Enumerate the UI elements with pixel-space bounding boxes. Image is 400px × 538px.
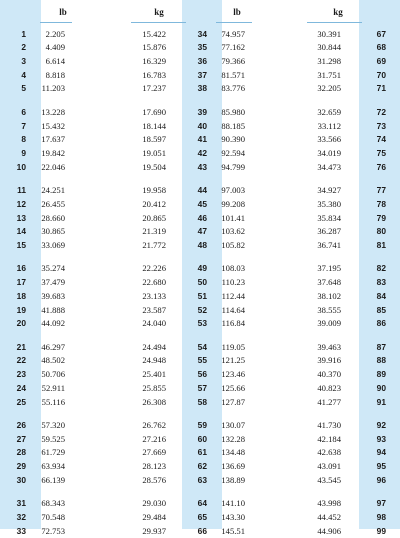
kg-value-left: 21.772 [142,239,166,250]
row-number-middle: 64 [197,498,207,509]
row-number-middle: 66 [197,525,207,536]
row-number-right: 82 [376,263,386,274]
table-row [0,41,400,55]
lb-value-right: 125.66 [221,382,245,393]
row-number-right: 96 [376,474,386,485]
row-number-left: 17 [16,277,26,288]
kg-value-left: 16.329 [142,55,166,66]
row-number-middle: 60 [197,433,207,444]
row-number-middle: 58 [197,396,207,407]
lb-value-right: 79.366 [221,55,245,66]
lb-value-left: 68.343 [41,498,65,509]
kg-value-right: 44.452 [317,512,341,522]
row-number-middle: 42 [197,147,207,158]
lb-value-left: 52.911 [41,382,65,393]
row-number-right: 93 [376,433,386,444]
lb-value-right: 77.162 [221,42,245,53]
lb-value-left: 8.818 [45,69,65,80]
kg-value-left: 20.865 [142,212,166,223]
row-number-left: 23 [16,369,26,380]
row-number-left: 1 [21,28,26,39]
kg-value-right: 39.916 [317,355,341,366]
kg-value-right: 31.298 [317,55,341,66]
lb-value-right: 136.69 [221,461,245,472]
kg-value-right: 37.195 [317,263,341,274]
lb-value-left: 11.203 [41,83,65,94]
row-number-left: 12 [16,198,26,209]
row-number-middle: 49 [197,263,207,274]
table-row [0,474,400,488]
lb-value-right: 130.07 [221,420,245,430]
kg-value-right: 44.906 [317,525,341,536]
kg-value-left: 18.144 [142,120,166,131]
row-number-right: 75 [376,147,386,158]
kg-value-left: 24.948 [142,355,166,366]
lb-value-left: 50.706 [41,369,65,380]
table-row [0,460,400,474]
lb-value-right: 112.44 [221,290,245,301]
row-number-middle: 38 [197,83,207,94]
kg-value-right: 34.473 [317,161,341,172]
table-row [0,433,400,447]
lb-value-right: 108.03 [221,263,245,274]
row-number-middle: 61 [197,447,207,458]
row-number-middle: 44 [197,185,207,196]
table-row [0,225,400,239]
lb-value-right: 132.28 [221,433,245,444]
lb-value-right: 119.05 [221,341,245,352]
table-row [0,212,400,226]
kg-value-left: 17.690 [142,106,166,117]
row-number-left: 2 [21,42,26,53]
row-number-right: 76 [376,161,386,172]
row-number-middle: 46 [197,212,207,223]
lb-value-right: 121.25 [221,355,245,366]
kg-value-left: 25.855 [142,382,166,393]
lb-value-left: 48.502 [41,355,65,366]
row-number-left: 9 [21,147,26,158]
table-row [0,497,400,511]
header-rule-kg-left [131,22,186,23]
table-row [0,133,400,147]
lb-value-right: 83.776 [221,83,245,94]
lb-value-right: 94.799 [221,161,245,172]
row-number-right: 94 [376,447,386,458]
row-number-right: 79 [376,212,386,223]
header-rule-lb-right [216,22,252,23]
table-row [0,304,400,318]
kg-value-right: 40.370 [317,369,341,380]
row-number-right: 72 [376,106,386,117]
kg-value-left: 28.576 [142,474,166,485]
table-row [0,262,400,276]
row-number-right: 81 [376,239,386,250]
row-number-left: 30 [16,474,26,485]
table-row [0,82,400,96]
row-number-left: 29 [16,461,26,472]
table-row [0,382,400,396]
header-rule-lb-left [40,22,72,23]
lb-value-right: 114.64 [221,304,245,315]
row-number-middle: 54 [197,341,207,352]
kg-value-left: 15.876 [142,42,166,53]
row-number-left: 3 [21,55,26,66]
row-number-left: 6 [21,106,26,117]
lb-value-left: 4.409 [45,42,65,53]
lb-value-left: 57.320 [41,420,65,430]
row-number-right: 69 [376,55,386,66]
kg-value-left: 15.422 [142,28,166,39]
row-number-right: 99 [376,525,386,536]
lb-value-right: 123.46 [221,369,245,380]
kg-value-left: 24.040 [142,318,166,329]
row-number-right: 97 [376,498,386,509]
row-number-middle: 57 [197,382,207,393]
kg-value-right: 39.009 [317,318,341,329]
kg-value-right: 42.638 [317,447,341,458]
row-number-middle: 35 [197,42,207,53]
kg-value-left: 21.319 [142,226,166,237]
lb-value-right: 143.30 [221,512,245,522]
kg-value-right: 43.998 [317,498,341,509]
row-number-left: 13 [16,212,26,223]
kg-value-right: 37.648 [317,277,341,288]
lb-value-left: 17.637 [41,134,65,145]
kg-value-right: 41.277 [317,396,341,407]
row-number-middle: 62 [197,461,207,472]
table-row [0,317,400,331]
table-row [0,184,400,198]
lb-value-right: 145.51 [221,525,245,536]
kg-value-left: 29.484 [142,512,166,522]
table-row [0,368,400,382]
row-number-left: 8 [21,134,26,145]
row-number-right: 83 [376,277,386,288]
table-row [0,354,400,368]
row-number-middle: 43 [197,161,207,172]
kg-value-right: 41.730 [317,420,341,430]
kg-value-left: 29.937 [142,525,166,536]
row-number-right: 91 [376,396,386,407]
row-number-left: 22 [16,355,26,366]
row-number-right: 90 [376,382,386,393]
kg-value-right: 32.205 [317,83,341,94]
row-number-left: 11 [17,185,26,196]
kg-value-left: 19.504 [142,161,166,172]
row-number-right: 77 [376,185,386,196]
table-row [0,55,400,69]
lb-value-right: 101.41 [221,212,245,223]
kg-value-right: 32.659 [317,106,341,117]
kg-value-left: 20.412 [142,198,166,209]
header-rule-kg-right [307,22,362,23]
lb-value-right: 88.185 [221,120,245,131]
kg-value-right: 33.112 [317,120,341,131]
row-number-middle: 48 [197,239,207,250]
lb-value-left: 61.729 [41,447,65,458]
table-row [0,120,400,134]
lb-value-left: 26.455 [41,198,65,209]
kg-value-right: 40.823 [317,382,341,393]
row-number-right: 88 [376,355,386,366]
row-number-left: 32 [16,512,26,522]
kg-value-right: 38.555 [317,304,341,315]
lb-value-left: 63.934 [41,461,65,472]
lb-value-left: 70.548 [41,512,65,522]
row-number-left: 10 [16,161,26,172]
row-number-left: 14 [16,226,26,237]
row-number-right: 85 [376,304,386,315]
lb-value-left: 33.069 [41,239,65,250]
kg-value-right: 36.741 [317,239,341,250]
kg-value-right: 30.391 [317,28,341,39]
kg-value-right: 34.019 [317,147,341,158]
kg-value-left: 25.401 [142,369,166,380]
row-number-right: 80 [376,226,386,237]
row-number-left: 7 [21,120,26,131]
kg-value-right: 39.463 [317,341,341,352]
lb-value-left: 15.432 [41,120,65,131]
row-number-right: 78 [376,198,386,209]
header-kg-right: kg [333,7,343,17]
table-row [0,511,400,525]
lb-value-left: 6.614 [45,55,65,66]
row-number-middle: 47 [197,226,207,237]
lb-value-right: 141.10 [221,498,245,509]
row-number-left: 4 [21,69,26,80]
lb-value-left: 55.116 [41,396,65,407]
row-number-middle: 34 [197,28,207,39]
row-number-right: 87 [376,341,386,352]
lb-value-right: 103.62 [221,226,245,237]
kg-value-right: 35.380 [317,198,341,209]
row-number-left: 25 [16,396,26,407]
kg-value-right: 31.751 [317,69,341,80]
row-number-middle: 45 [197,198,207,209]
row-number-left: 27 [16,433,26,444]
row-number-middle: 63 [197,474,207,485]
lb-value-left: 39.683 [41,290,65,301]
lb-value-left: 35.274 [41,263,65,274]
row-number-right: 74 [376,134,386,145]
row-number-middle: 51 [197,290,207,301]
row-number-right: 68 [376,42,386,53]
lb-value-right: 138.89 [221,474,245,485]
kg-value-left: 28.123 [142,461,166,472]
lb-value-left: 13.228 [41,106,65,117]
lb-value-right: 110.23 [221,277,245,288]
row-number-middle: 55 [197,355,207,366]
row-number-left: 5 [21,83,26,94]
kg-value-left: 27.216 [142,433,166,444]
lb-value-left: 19.842 [41,147,65,158]
kg-value-right: 34.927 [317,185,341,196]
lb-value-left: 28.660 [41,212,65,223]
row-number-left: 18 [16,290,26,301]
lb-value-right: 90.390 [221,134,245,145]
row-number-left: 16 [16,263,26,274]
lb-value-right: 92.594 [221,147,245,158]
lb-value-left: 66.139 [41,474,65,485]
row-number-left: 21 [16,341,26,352]
row-number-left: 31 [16,498,26,509]
table-row [0,28,400,42]
table-row [0,239,400,253]
kg-value-left: 26.308 [142,396,166,407]
kg-value-left: 23.133 [142,290,166,301]
kg-value-right: 43.545 [317,474,341,485]
table-row [0,396,400,410]
row-number-left: 15 [16,239,26,250]
row-number-right: 67 [376,28,386,39]
row-number-right: 73 [376,120,386,131]
row-number-right: 70 [376,69,386,80]
row-number-middle: 56 [197,369,207,380]
kg-value-right: 33.566 [317,134,341,145]
table-row [0,276,400,290]
table-row [0,419,400,433]
row-number-middle: 53 [197,318,207,329]
table-row [0,525,400,538]
row-number-middle: 41 [197,134,207,145]
row-number-left: 26 [16,420,26,430]
table-row [0,198,400,212]
row-number-right: 71 [376,83,386,94]
kg-value-right: 36.287 [317,226,341,237]
table-row [0,341,400,355]
row-number-right: 92 [376,420,386,430]
lb-value-left: 24.251 [41,185,65,196]
table-row [0,106,400,120]
kg-value-left: 22.226 [142,263,166,274]
kg-value-right: 35.834 [317,212,341,223]
lb-value-left: 44.092 [41,318,65,329]
table-row [0,161,400,175]
row-number-middle: 59 [197,420,207,430]
row-number-left: 19 [16,304,26,315]
row-number-middle: 36 [197,55,207,66]
row-number-left: 33 [16,525,26,536]
row-number-middle: 39 [197,106,207,117]
row-number-right: 89 [376,369,386,380]
header-lb-left: lb [59,7,67,17]
row-number-right: 98 [376,512,386,522]
row-number-middle: 65 [197,512,207,522]
kg-value-left: 17.237 [142,83,166,94]
header-lb-right: lb [233,7,241,17]
row-number-middle: 50 [197,277,207,288]
lb-value-right: 105.82 [221,239,245,250]
kg-value-right: 43.091 [317,461,341,472]
row-number-middle: 40 [197,120,207,131]
kg-value-left: 29.030 [142,498,166,509]
lb-value-right: 81.571 [221,69,245,80]
lb-value-left: 46.297 [41,341,65,352]
kg-value-left: 16.783 [142,69,166,80]
lb-value-right: 134.48 [221,447,245,458]
row-number-right: 95 [376,461,386,472]
lb-value-right: 97.003 [221,185,245,196]
lb-value-left: 41.888 [41,304,65,315]
row-number-middle: 52 [197,304,207,315]
kg-value-left: 18.597 [142,134,166,145]
kg-value-right: 42.184 [317,433,341,444]
kg-value-left: 27.669 [142,447,166,458]
table-row [0,446,400,460]
table-row [0,69,400,83]
row-number-right: 84 [376,290,386,301]
row-number-left: 24 [16,382,26,393]
lb-value-left: 72.753 [41,525,65,536]
lb-value-right: 127.87 [221,396,245,407]
lb-value-right: 74.957 [221,28,245,39]
lb-value-left: 37.479 [41,277,65,288]
kg-value-left: 24.494 [142,341,166,352]
row-number-right: 86 [376,318,386,329]
lb-value-right: 116.84 [221,318,245,329]
lb-value-right: 99.208 [221,198,245,209]
kg-value-right: 38.102 [317,290,341,301]
kg-value-right: 30.844 [317,42,341,53]
kg-value-left: 22.680 [142,277,166,288]
lb-value-right: 85.980 [221,106,245,117]
row-number-left: 28 [16,447,26,458]
row-number-left: 20 [16,318,26,329]
row-number-middle: 37 [197,69,207,80]
table-row [0,147,400,161]
lb-value-left: 30.865 [41,226,65,237]
lb-value-left: 2.205 [45,28,65,39]
kg-value-left: 23.587 [142,304,166,315]
table-row [0,290,400,304]
lb-value-left: 22.046 [41,161,65,172]
lb-value-left: 59.525 [41,433,65,444]
kg-value-left: 26.762 [142,420,166,430]
header-kg-left: kg [154,7,164,17]
kg-value-left: 19.958 [142,185,166,196]
kg-value-left: 19.051 [142,147,166,158]
